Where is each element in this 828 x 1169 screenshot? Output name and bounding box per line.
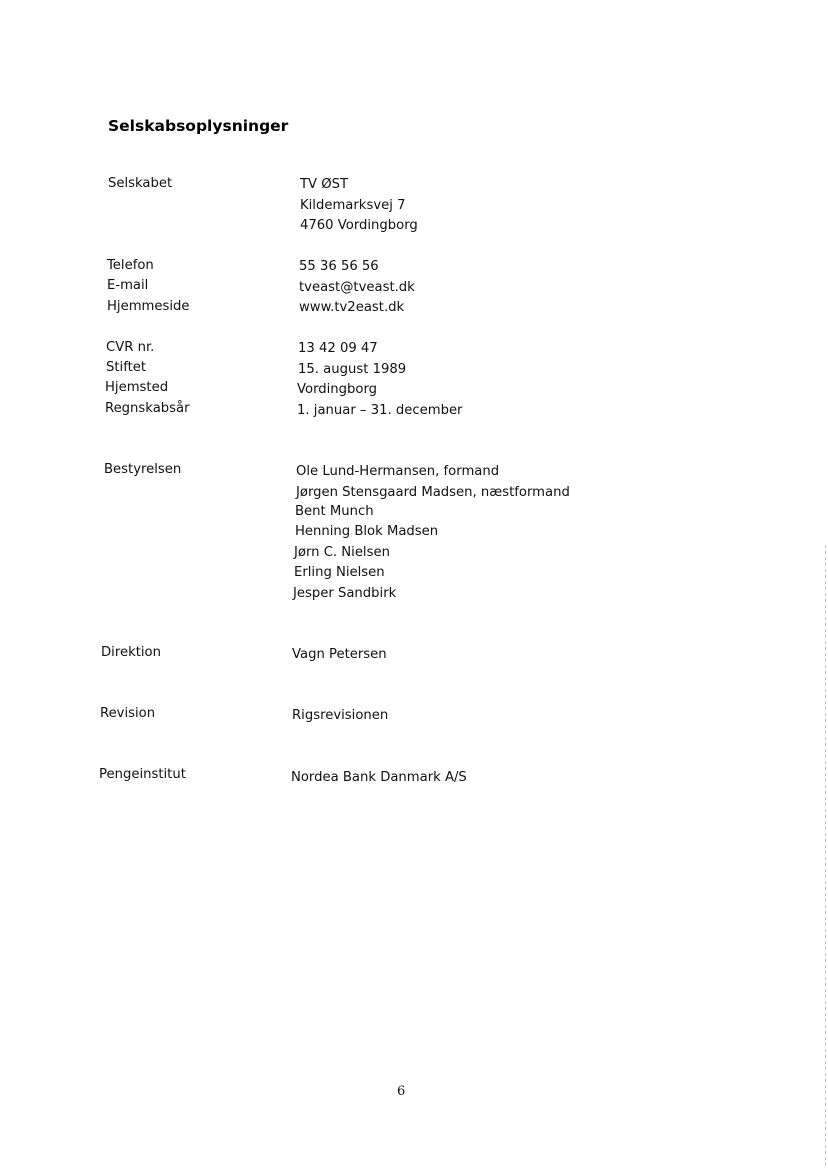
- company-name: TV ØST: [300, 177, 349, 192]
- board-member: Erling Nielsen: [294, 565, 385, 580]
- value-stiftet: 15. august 1989: [298, 362, 407, 377]
- label-bestyrelsen: Bestyrelsen: [104, 462, 182, 477]
- label-hjemsted: Hjemsted: [105, 380, 169, 395]
- label-cvr: CVR nr.: [106, 340, 155, 355]
- company-city: 4760 Vordingborg: [300, 218, 418, 233]
- label-hjemmeside: Hjemmeside: [107, 299, 190, 314]
- value-email: tveast@tveast.dk: [299, 280, 415, 295]
- board-member: Bent Munch: [295, 504, 374, 519]
- value-telefon: 55 36 56 56: [299, 259, 379, 274]
- label-selskabet: Selskabet: [108, 176, 173, 191]
- board-member: Jørgen Stensgaard Madsen, næstformand: [296, 485, 570, 500]
- value-direktion: Vagn Petersen: [292, 647, 387, 662]
- label-revision: Revision: [100, 706, 156, 721]
- value-hjemsted: Vordingborg: [297, 382, 378, 397]
- value-cvr: 13 42 09 47: [298, 341, 378, 356]
- value-regnskabsaar: 1. januar – 31. december: [297, 403, 463, 418]
- label-pengeinstitut: Pengeinstitut: [99, 767, 186, 782]
- label-stiftet: Stiftet: [106, 360, 147, 375]
- label-direktion: Direktion: [101, 645, 161, 660]
- page-title: Selskabsoplysninger: [108, 117, 289, 135]
- board-member: Jørn C. Nielsen: [294, 545, 390, 560]
- board-member: Jesper Sandbirk: [293, 586, 397, 601]
- label-regnskabsaar: Regnskabsår: [105, 401, 190, 416]
- value-revision: Rigsrevisionen: [292, 708, 389, 723]
- board-member: Henning Blok Madsen: [295, 524, 439, 539]
- company-street: Kildemarksvej 7: [300, 198, 406, 213]
- label-telefon: Telefon: [107, 258, 154, 273]
- value-pengeinstitut: Nordea Bank Danmark A/S: [291, 770, 467, 785]
- value-hjemmeside: www.tv2east.dk: [299, 300, 405, 315]
- board-member: Ole Lund-Hermansen, formand: [296, 464, 500, 479]
- scan-edge-line: [825, 545, 826, 1169]
- page-number: 6: [397, 1084, 406, 1099]
- label-email: E-mail: [107, 278, 149, 293]
